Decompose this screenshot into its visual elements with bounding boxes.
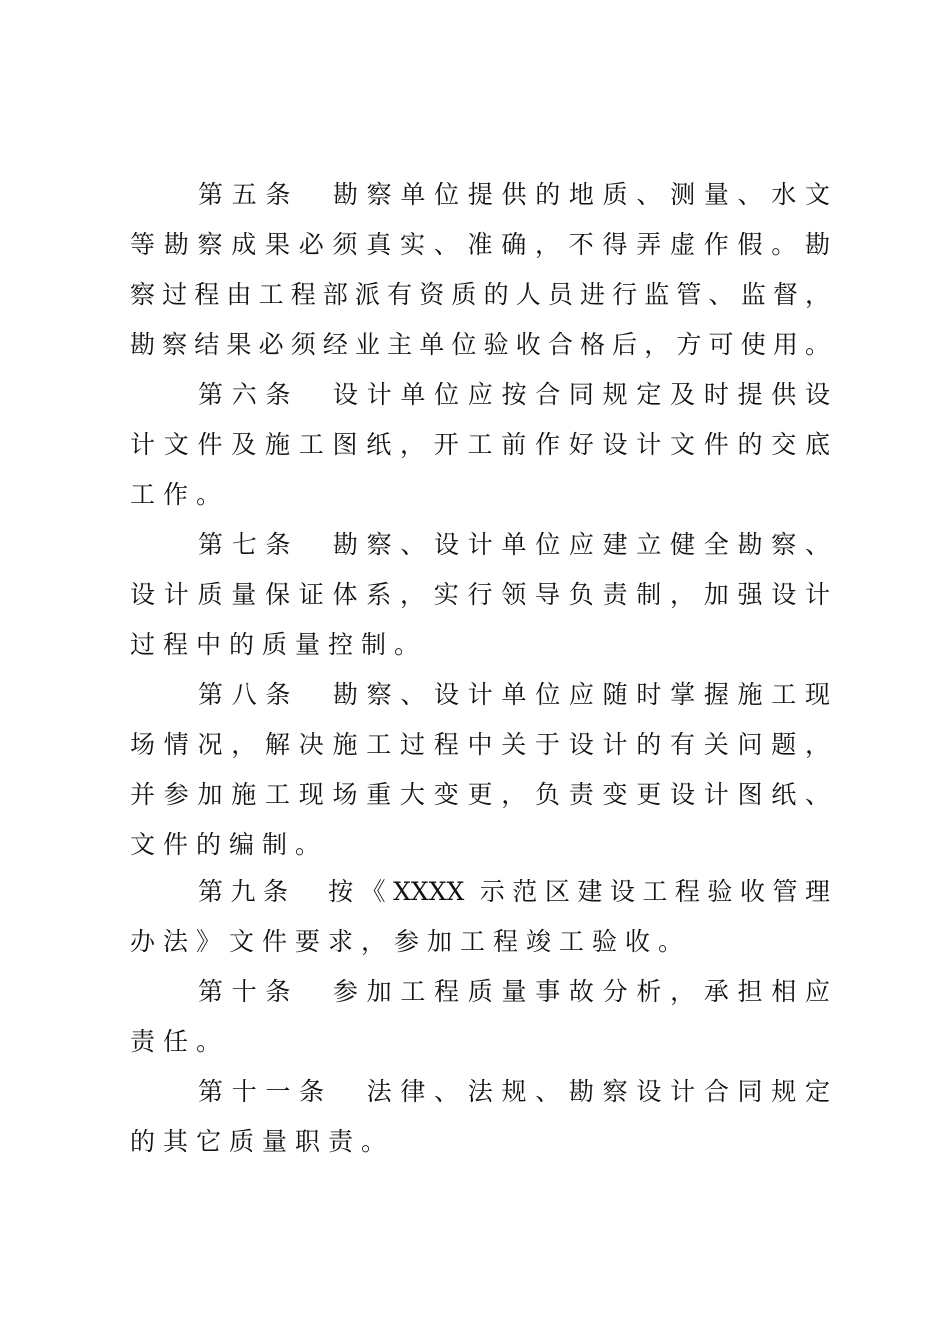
article-8-line-4: 文件的编制。 bbox=[130, 830, 329, 859]
article-6-line-3: 工作。 bbox=[130, 480, 230, 509]
article-11-line-1: 第十一条 法律、法规、勘察设计合同规定 bbox=[198, 1077, 830, 1106]
article-7-line-1: 第七条 勘察、设计单位应建立健全勘察、 bbox=[198, 530, 830, 559]
article-10-line-2: 责任。 bbox=[130, 1027, 230, 1056]
article-11-line-2: 的其它质量职责。 bbox=[130, 1127, 395, 1156]
article-8-line-1: 第八条 勘察、设计单位应随时掌握施工现 bbox=[198, 680, 830, 709]
article-8-line-3: 并参加施工现场重大变更，负责变更设计图纸、 bbox=[130, 780, 830, 809]
article-5-line-3: 察过程由工程部派有资质的人员进行监管、监督， bbox=[130, 280, 830, 309]
article-8-line-2: 场情况，解决施工过程中关于设计的有关问题， bbox=[130, 730, 830, 759]
article-7-line-2: 设计质量保证体系，实行领导负责制，加强设计 bbox=[130, 580, 830, 609]
article-6-line-1: 第六条 设计单位应按合同规定及时提供设 bbox=[198, 380, 830, 409]
article-9-line-1: 第九条 按《XXXX 示范区建设工程验收管理 bbox=[198, 877, 830, 906]
article-5-line-2: 等勘察成果必须真实、准确，不得弄虚作假。勘 bbox=[130, 230, 830, 259]
article-5-line-4: 勘察结果必须经业主单位验收合格后，方可使用。 bbox=[130, 330, 830, 359]
article-10-line-1: 第十条 参加工程质量事故分析，承担相应 bbox=[198, 977, 830, 1006]
article-9-line-2: 办法》文件要求，参加工程竣工验收。 bbox=[130, 927, 692, 956]
article-5-line-1: 第五条 勘察单位提供的地质、测量、水文 bbox=[198, 180, 830, 209]
article-7-line-3: 过程中的质量控制。 bbox=[130, 630, 428, 659]
article-6-line-2: 计文件及施工图纸，开工前作好设计文件的交底 bbox=[130, 430, 830, 459]
